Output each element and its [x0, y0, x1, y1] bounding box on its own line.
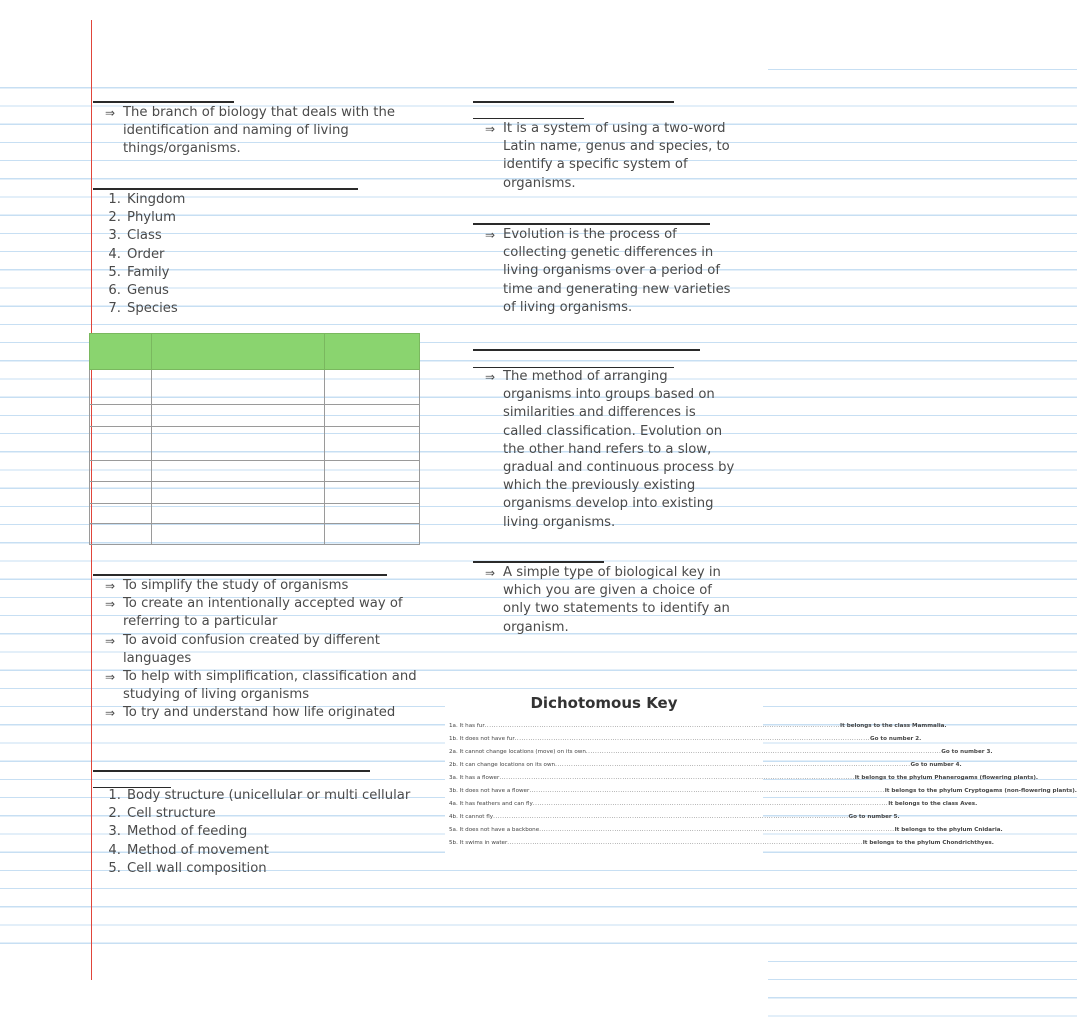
list-item: 4. Method of movement [97, 842, 437, 860]
arrow-icon: ⇒ [484, 228, 496, 242]
arrow-icon: ⇒ [104, 633, 116, 648]
binomial-text: It is a system of using a two-word Latin name, genus and species, to identify a specific system of organisms. [503, 121, 730, 191]
arrow-icon: ⇒ [104, 670, 116, 685]
arrow-icon: ⇒ [484, 566, 496, 580]
list-item [97, 595, 427, 631]
reason-text: To create an intentionally accepted way of referring to a particular [123, 596, 403, 630]
dichotomous-key-image [445, 690, 1077, 858]
table-header-row [90, 334, 420, 370]
top-margin [0, 0, 768, 70]
heading-blank-difference [473, 349, 700, 351]
reason-text: To simplify the study of organisms [123, 578, 349, 593]
table-row [90, 524, 420, 545]
rank-label: Species [127, 301, 178, 317]
criterion-text: Cell wall composition [127, 860, 267, 876]
key-title: Dichotomous Key [530, 694, 678, 712]
reason-text: To try and understand how life originated [123, 705, 396, 721]
table-row [90, 482, 420, 504]
key-row: 4a. It has feathers and can fly ............................................................................................................................................................ It belongs to the class Aves. [449, 801, 978, 807]
list-item: 1. Body structure (unicellular or multi cellular [97, 787, 437, 805]
table-row [90, 370, 420, 405]
key-row: 1a. It has fur ............................................................................................................................................................ It belongs to the class Mammalia. [449, 723, 947, 729]
heading-blank-dichotomous [473, 561, 604, 563]
heading-blank-reasons [93, 574, 387, 576]
rank-label: Kingdom [127, 192, 186, 207]
heading-blank-definition [93, 101, 234, 103]
bottom-margin [0, 960, 768, 1024]
reason-text: To avoid confusion created by different languages [123, 632, 380, 666]
reasons-list [97, 577, 427, 723]
rank-label: Family [127, 264, 170, 280]
dichotomous-text: A simple type of biological key in which you are given a choice of only two statements to identify an organism. [503, 565, 730, 635]
rank-label: Order [127, 246, 165, 262]
criterion-text: Body structure (unicellular or multi cellular [127, 788, 411, 803]
rank-label: Phylum [127, 210, 176, 226]
arrow-icon: ⇒ [104, 579, 116, 593]
binomial-block [477, 120, 739, 193]
key-row: 5b. It swims in water ............................................................................................................................................................ It belongs to the phylum Chondrichthyes. [449, 840, 994, 846]
ranks-list [97, 191, 297, 318]
criterion-text: Cell structure [127, 806, 216, 822]
list-item: 3. Class [97, 227, 297, 245]
list-item: 5. Cell wall composition [97, 860, 437, 878]
definition-text: The branch of biology that deals with the identification and naming of living things/organisms. [123, 105, 395, 157]
evolution-block [477, 226, 739, 317]
list-item: 2. Cell structure [97, 805, 437, 823]
dichotomous-block [477, 564, 739, 637]
criterion-text: Method of movement [127, 842, 269, 858]
list-item [97, 704, 427, 722]
list-item: 1. Kingdom [97, 191, 297, 209]
classification-block [477, 368, 739, 532]
heading-blank-binomial [473, 101, 674, 103]
list-item: 5. Family [97, 264, 297, 282]
list-item [477, 226, 739, 317]
arrow-icon: ⇒ [484, 370, 496, 384]
arrow-icon: ⇒ [104, 706, 116, 721]
rank-label: Genus [127, 283, 169, 299]
table-row [90, 405, 420, 427]
classification-text: The method of arranging organisms into groups based on similarities and differences is called classification. Evolution on the other hand refers to a slow, gradual and continuous process by which the previously existing organisms develop into existing living organisms. [503, 369, 735, 530]
empty-table [89, 333, 420, 545]
evolution-text: Evolution is the process of collecting genetic differences in living organisms over a period of time and generating new varieties of living organisms. [503, 227, 731, 315]
table-row [90, 427, 420, 461]
reason-text: To help with simplification, classification and studying of living organisms [123, 669, 417, 703]
list-item [477, 368, 739, 532]
arrow-icon: ⇒ [484, 122, 496, 136]
key-row: 5a. It does not have a backbone ............................................................................................................................................................ It belongs to the phylum Cnidaria. [449, 827, 1003, 833]
key-row: 3a. It has a flower ............................................................................................................................................................ It belongs to the phylum Phanerogams (flowering plants). [449, 775, 1038, 781]
list-item: 7. Species [97, 300, 297, 318]
list-item: 4. Order [97, 246, 297, 264]
rank-label: Class [127, 228, 162, 244]
arrow-icon: ⇒ [104, 106, 116, 120]
table-row [90, 504, 420, 524]
heading-blank-evolution [473, 223, 710, 225]
list-item [477, 564, 739, 637]
key-row: 1b. It does not have fur ............................................................................................................................................................ Go to number 2. [449, 736, 922, 742]
definition-item [97, 104, 417, 159]
key-row: 2b. It can change locations on its own ............................................................................................................................................................ Go to number 4. [449, 762, 962, 768]
heading-blank-binomial-under [473, 118, 584, 119]
criteria-list [97, 787, 437, 878]
key-row: 3b. It does not have a flower ............................................................................................................................................................ It belongs to the phylum Cryptogams (non-flowering plants). [449, 788, 1077, 794]
list-item [97, 632, 427, 668]
heading-blank-ranks [93, 188, 358, 190]
list-item [97, 668, 427, 704]
list-item: 6. Genus [97, 282, 297, 300]
criterion-text: Method of feeding [127, 824, 248, 840]
list-item: 3. Method of feeding [97, 823, 437, 841]
heading-blank-criteria [93, 770, 370, 772]
arrow-icon: ⇒ [104, 597, 116, 612]
list-item: 2. Phylum [97, 209, 297, 227]
definition-block [97, 104, 417, 159]
list-item [477, 120, 739, 193]
table-row [90, 461, 420, 482]
key-row: 2a. It cannot change locations (move) on its own ............................................................................................................................................................ Go to number 3. [449, 749, 993, 755]
key-row: 4b. It cannot fly ............................................................................................................................................................ Go to number 5. [449, 814, 900, 820]
list-item [97, 577, 427, 595]
